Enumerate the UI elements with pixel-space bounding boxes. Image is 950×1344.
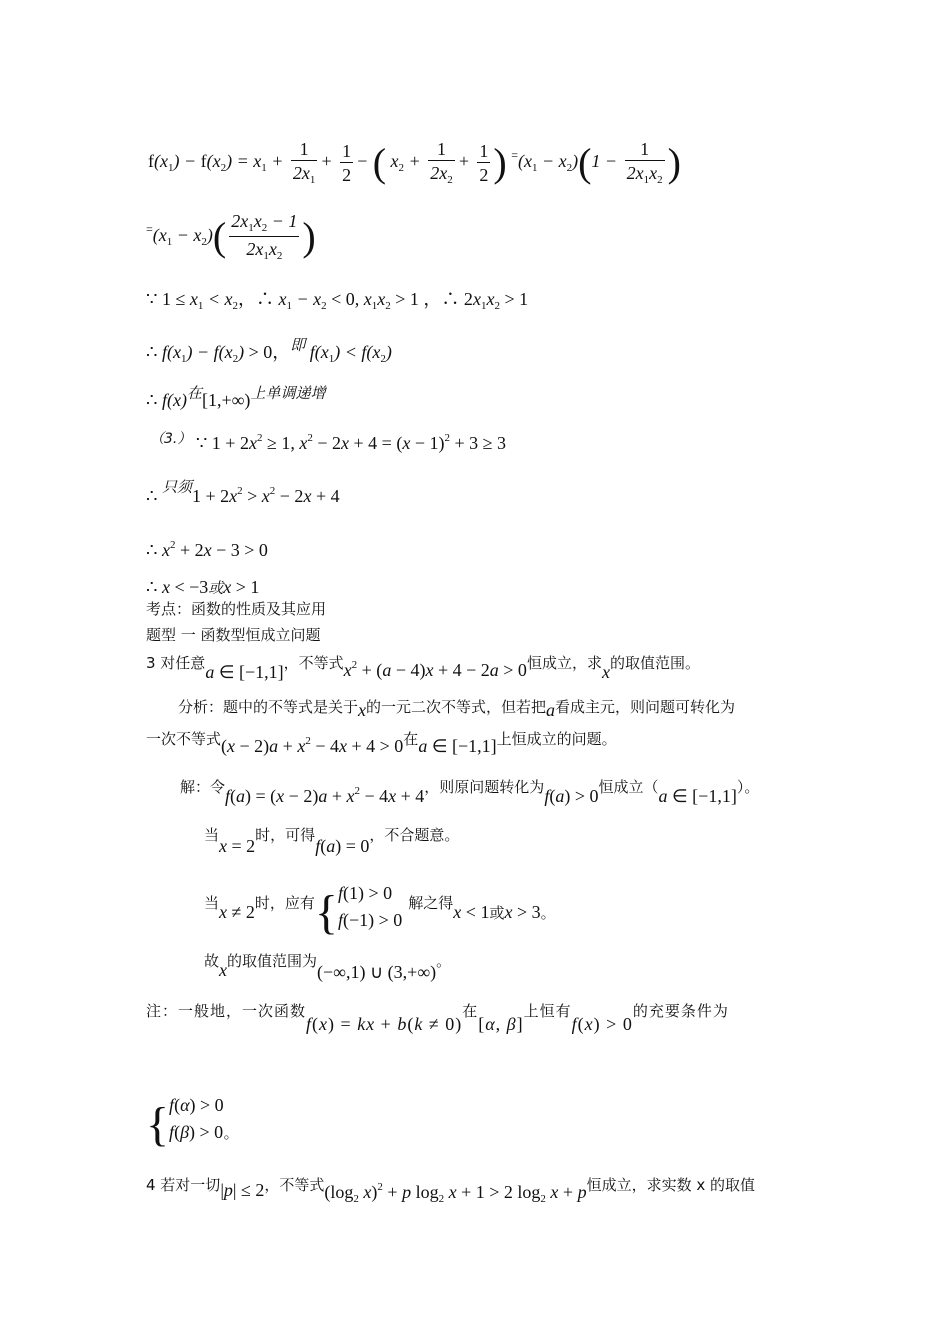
analysis-line-1: 分析：题中的不等式是关于x的一元二次不等式，但若把a看成主元，则问题可转化为 — [178, 698, 736, 720]
proof-therefore-1: ∴ $f(x_1) - f(x_2) > 0$，$^即$ $f(x_1) < f(x_2)$ — [146, 336, 392, 365]
analysis-line-2: 一次不等式$(x - 2)a + x^2 - 4x + 4 > 0$在a ∈ [−1,1]上恒成立的问题。 — [146, 730, 617, 756]
kaodian-heading: 考点：函数的性质及其应用 — [146, 600, 327, 618]
solution-case-1: 当x = 2时，可得f(a) = 0，不合题意。 — [204, 826, 460, 856]
proof-equation-1: $f(x_1) - f(x_2) = x_1$ + $\frac{1}{2x_1}$ + $\frac{1}{2}$ − ( $x_2$ + $\frac{1}{2x_2}$ + $\frac{1}{2}$ ) $^=(x_1 - x_2)(1$ − $\frac{1}{2x_1x_2}$ ) — [148, 139, 681, 186]
problem4-statement: 4 若对一切|p| ≤ 2，不等式($\log_2$ x)$^2$ + p $\log_2 x + 1 > 2$ $\log_2 x + p$恒成立，求实数 x 的取值 — [146, 1176, 755, 1205]
proof-monotonic: ∴ $f(x)^在[1,+\infty)^{上单调递增}$ — [146, 384, 326, 410]
note-system: { f(α) > 0 f(β) > 0 。 — [146, 1095, 239, 1151]
note-line: 注：一般地，一次函数f(x) = kx + b(k ≠ 0)在[α, β]上恒有f(x) > 0的充要条件为 — [146, 1002, 729, 1034]
problem3-statement: 3 对任意a ∈ [−1,1]，不等式$x^2 + (a - 4)x + 4 - 2a > 0$恒成立，求x的取值范围。 — [146, 654, 700, 682]
part3-step3: ∴ x < −3或x > 1 — [146, 577, 260, 597]
ji-text: 即 — [290, 336, 306, 354]
part3-step2: ∴ $x^2 + 2x - 3 > 0$ — [146, 539, 268, 560]
proof-equation-2: $^=(x_1 - x_2)$( $\frac{2x_1x_2 - 1}{2x_1x_2}$ ) — [146, 211, 316, 262]
system-eq-2: f(−1) > 0 — [337, 910, 403, 930]
solution-line-1: 解：令$f(a) = (x - 2)a + x^2 - 4x + 4$，则原问题转化为f(a) > 0恒成立（a ∈ [−1,1]）。 — [180, 778, 760, 806]
proof-because-1: ∵ $1 \le x_1 < x_2$，∴ $x_1 - x_2 < 0$, $x_1x_2 > 1$ ，∴ $2x_1x_2 > 1$ — [146, 289, 529, 312]
system-eq-1: f(1) > 0 — [337, 883, 393, 903]
part3-zhixu: ∴ $^{只须}1 + 2x^2 > x^2 - 2x + 4$ — [146, 478, 340, 506]
tixing-heading: 题型 一 函数型恒成立问题 — [146, 626, 321, 644]
solution-case-2: 当x ≠ 2时，应有{ f(1) > 0 f(−1) > 0 解之得x < 1或x > 3。 — [204, 880, 556, 937]
part3-because: $^{(3.)}$ ∵ $1 + 2x^2 \ge 1$, $x^2 - 2x + 4 = (x - 1)^2 + 3 \ge 3$ — [150, 431, 506, 453]
solution-answer: 故x的取值范围为(−∞,1) ∪ (3,+∞)。 — [204, 952, 452, 982]
